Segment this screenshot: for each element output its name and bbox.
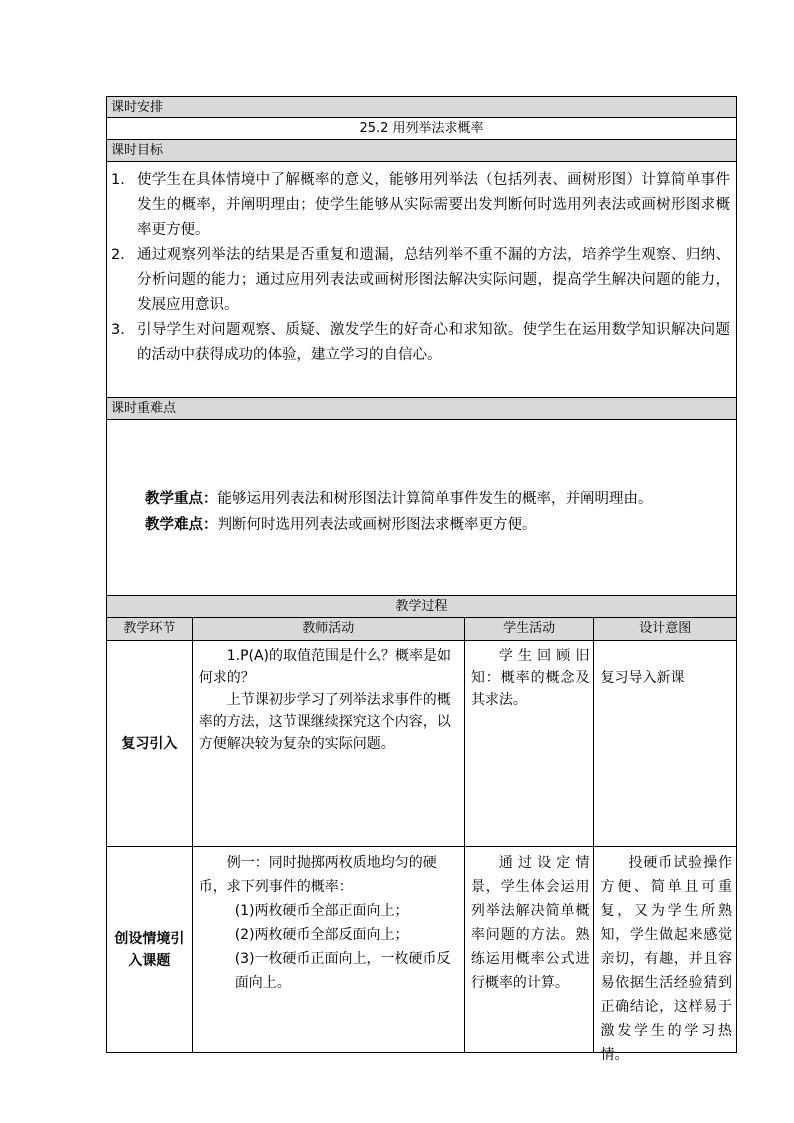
keypoints-header: 课时重难点 <box>106 398 737 420</box>
lesson-title: 25.2 用列举法求概率 <box>106 118 737 140</box>
goal-item: 2. 通过观察列举法的结果是否重复和遗漏，总结列举不重不漏的方法，培养学生观察、归纳、分析问题的能力；通过应用列表法或画树形图法解决实际问题，提高学生解决问题的能力，发展应用意识。 <box>111 247 730 313</box>
design-intent-cell: 复习导入新课 <box>600 670 685 686</box>
goals-list <box>106 162 737 398</box>
keypoints-body <box>106 420 737 596</box>
goal-item: 3. 引导学生对问题观察、质疑、激发学生的好奇心和求知欲。使学生在运用数学知识解决问题的活动中获得成功的体验，建立学习的自信心。 <box>111 322 730 363</box>
lesson-plan-table <box>106 96 737 1063</box>
column-header: 学生活动 <box>465 618 595 640</box>
column-header: 教学环节 <box>107 618 193 640</box>
student-activity-cell: 学生回顾旧知：概率的概念及其求法。 <box>465 641 595 846</box>
teacher-activity-cell: 1.P(A)的取值范围是什么？概率是如何求的？ 上节课初步学习了列举法求事件的概率的方法，这节课继续探究这个内容，以方便解决较为复杂的实际问题。 <box>193 641 465 846</box>
goals-header: 课时目标 <box>106 140 737 162</box>
teaching-focus: 教学重点：能够运用列表法和树形图法计算简单事件发生的概率，并阐明理由。 <box>145 491 653 507</box>
design-intent-cell: 投硬币试验操作方便、简单且可重复，又为学生所熟知，学生做起来感觉亲切，有趣，并且容易依据生活经验猜到正确结论，这样易于激发学生的学习热情。 <box>600 855 733 1063</box>
stage-cell: 复习引入 <box>107 641 193 846</box>
table-row <box>106 847 737 1063</box>
stage-cell: 创设情境引入课题 <box>107 847 193 1052</box>
process-column-headers <box>106 618 737 641</box>
teaching-difficulty: 教学难点：判断何时选用列表法或画树形图法求概率更方便。 <box>145 517 537 533</box>
table-row <box>106 641 737 847</box>
goal-item: 1. 使学生在具体情境中了解概率的意义，能够用列举法（包括列表、画树形图）计算简单事件发生的概率，并阐明理由；使学生能够从实际需要出发判断何时选用列表法或画树形图求概率更方便。 <box>111 172 730 238</box>
column-header: 设计意图 <box>594 618 736 640</box>
student-activity-cell: 通过设定情景，学生体会运用列举法解决简单概率问题的方法。熟练运用概率公式进行概率的计算。 <box>465 847 595 1052</box>
schedule-header: 课时安排 <box>106 96 737 118</box>
process-header: 教学过程 <box>106 596 737 618</box>
column-header: 教师活动 <box>193 618 465 640</box>
teacher-activity-cell: 例一：同时抛掷两枚质地均匀的硬币，求下列事件的概率： (1)两枚硬币全部正面向上； (2)两枚硬币全部反面向上； (3)一枚硬币正面向上，一枚硬币反面向上。 <box>193 847 465 1052</box>
